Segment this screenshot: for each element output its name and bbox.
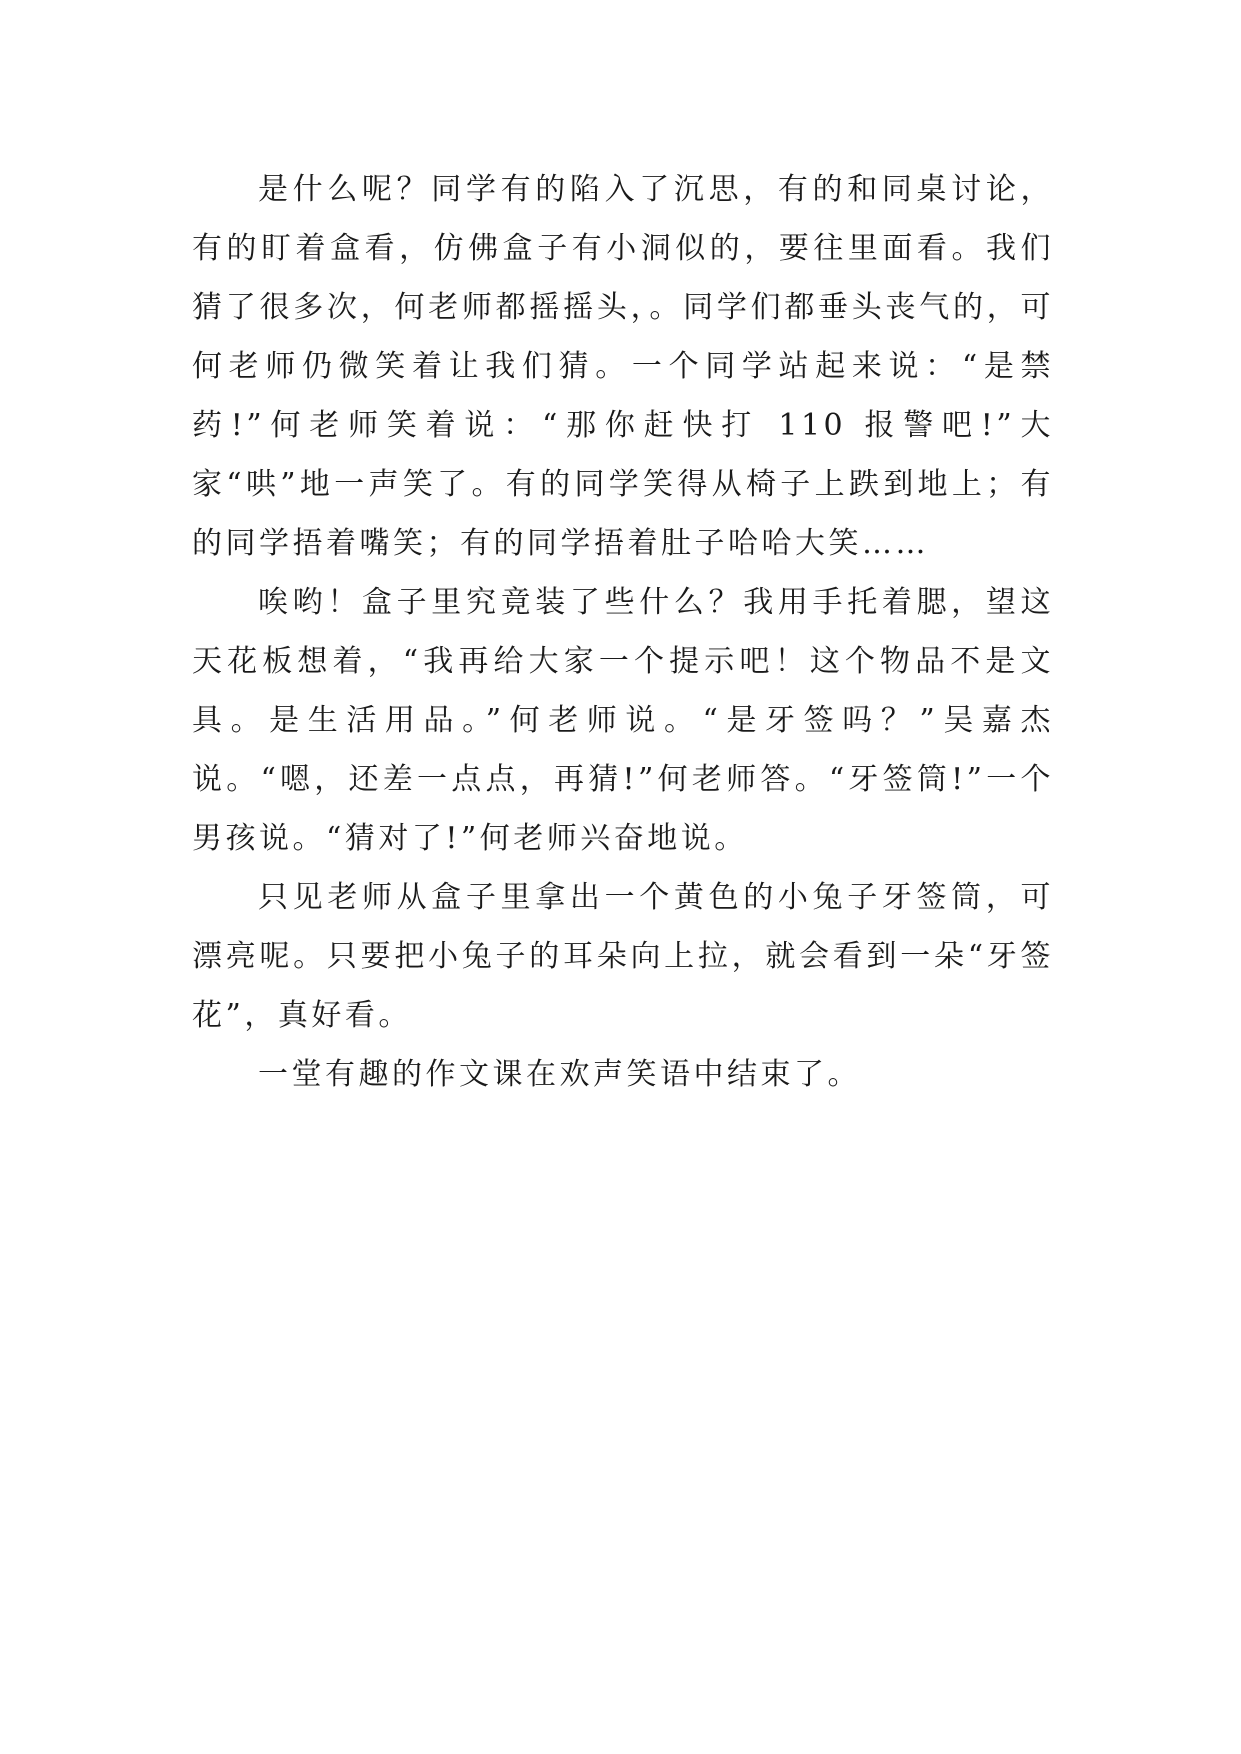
paragraph-ending: 一堂有趣的作文课在欢声笑语中结束了。 xyxy=(258,1057,861,1092)
paragraph-guessing: 是什么呢？同学有的陷入了沉思，有的和同桌讨论，有的盯着盒看，仿佛盒子有小洞似的，要往里面看。我们猜了很多次，何老师都摇摇头，。同学们都垂头丧气的，可何老师仍微笑着让我们猜。一个同学站起来说：“是禁药!”何老师笑着说：“那你赶快打 110 报警吧!”大家“哄”地一声笑了。有的同学笑得从椅子上跌到地上；有的同学捂着嘴笑；有的同学捂着肚子哈哈大笑…… xyxy=(192,172,1054,561)
document-page xyxy=(192,160,1054,1104)
paragraph-reveal: 只见老师从盒子里拿出一个黄色的小兔子牙签筒，可漂亮呢。只要把小兔子的耳朵向上拉，就会看到一朵“牙签花”，真好看。 xyxy=(192,880,1054,1033)
paragraph-hint: 唉哟！盒子里究竟装了些什么？我用手托着腮，望这天花板想着，“我再给大家一个提示吧！这个物品不是文具。是生活用品。”何老师说。“是牙签吗？”吴嘉杰说。“嗯，还差一点点，再猜!”何老师答。“牙签筒!”一个男孩说。“猜对了!”何老师兴奋地说。 xyxy=(192,585,1054,856)
